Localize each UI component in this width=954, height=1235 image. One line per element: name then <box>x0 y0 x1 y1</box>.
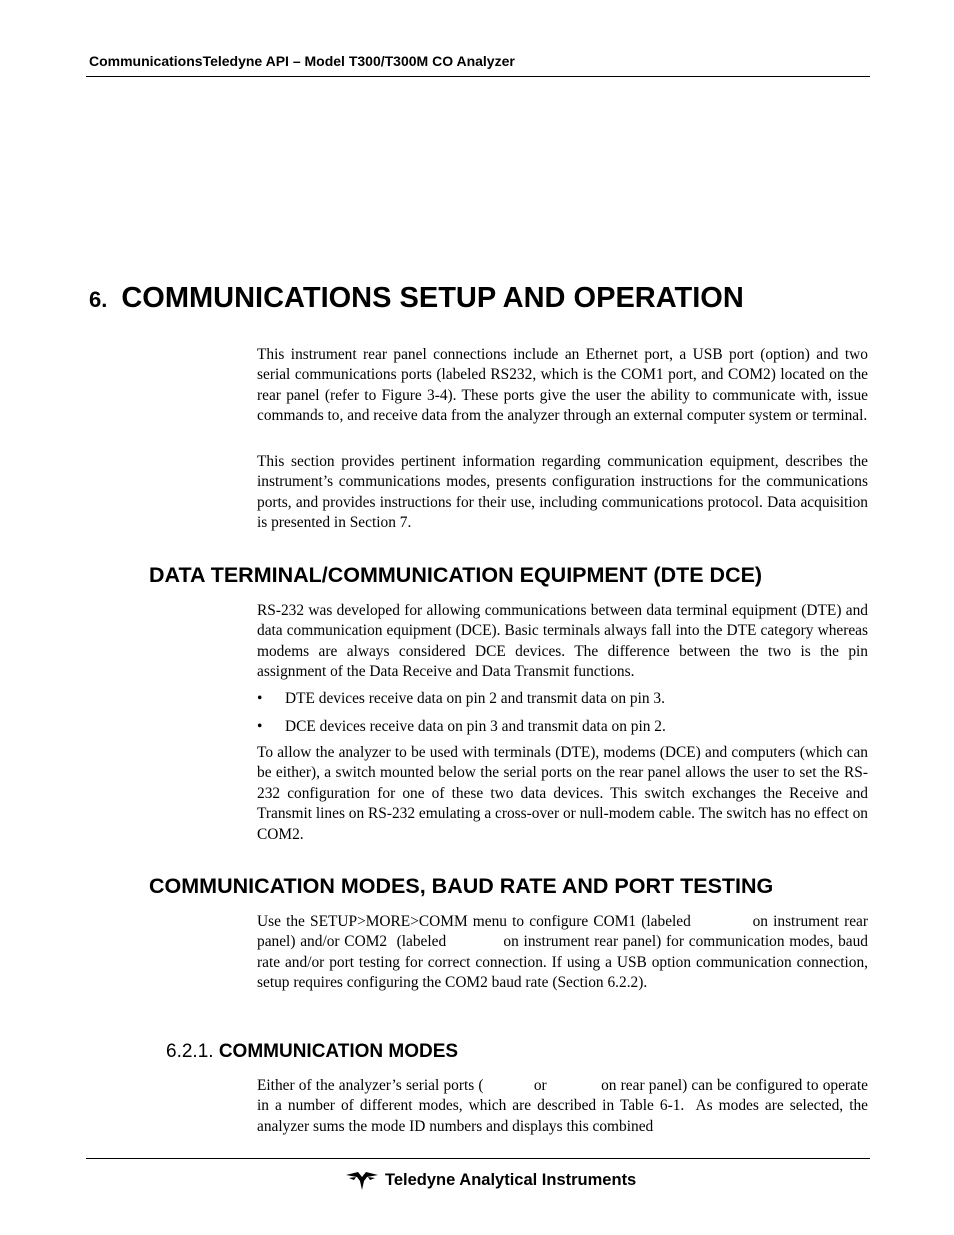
bullet-icon: • <box>257 690 263 707</box>
comm-modes-paragraph: Use the SETUP>MORE>COMM menu to configure COM1 (labeled on instrument rear panel) and/or COM2 (labeled on instrument rear panel) for communication modes, baud rate and/or port testing for correct connection. If using a USB option communication connection, setup requires configuring the COM2 baud rate (Section 6.2.2). <box>257 913 872 992</box>
dte-paragraph-2: To allow the analyzer to be used with terminals (DTE), modems (DCE) and computers (which can be either), a switch mounted below the serial ports on the rear panel allows the user to set the RS-232 configuration for one of these two data devices. This switch exchanges the Receive and Transmit lines on RS-232 emulating a cross-over or null-modem cable. The switch has no effect on COM2. <box>257 744 868 843</box>
subsection-title: COMMUNICATION MODES <box>218 1041 459 1062</box>
subsection-heading <box>166 1041 458 1063</box>
intro-paragraph-1: This instrument rear panel connections include an Ethernet port, a USB port (option) and two serial communications ports (labeled RS232, which is the COM1 port, and COM2) located on the rear panel (refer to Figure 3-4). These ports give the user the ability to communicate with, issue commands to, and receive data from the analyzer through an external computer system or terminal. <box>257 346 868 425</box>
section-heading-comm-modes: COMMUNICATION MODES, BAUD RATE AND PORT TESTING <box>149 874 774 898</box>
section-heading-dte-dce: DATA TERMINAL/COMMUNICATION EQUIPMENT (DTE DCE) <box>149 563 763 587</box>
list-item-text: DTE devices receive data on pin 2 and transmit data on pin 3. <box>285 690 665 707</box>
intro-paragraph-2: This section provides pertinent information regarding communication equipment, describes the instrument’s communications modes, presents configuration instructions for the communications ports, and provides instructions for their use, including communications protocol. Data acquisition is presented in Section 7. <box>257 453 868 532</box>
page-footer <box>345 1169 636 1191</box>
list-item-text: DCE devices receive data on pin 3 and transmit data on pin 2. <box>285 718 666 735</box>
footer-label: Teledyne Analytical Instruments <box>385 1170 637 1189</box>
bullet-icon: • <box>257 718 263 735</box>
teledyne-logo-icon <box>345 1169 379 1191</box>
footer-rule <box>86 1158 870 1159</box>
comm-modes-subsection-paragraph: Either of the analyzer’s serial ports ( or on rear panel) can be configured to operate in a number of different modes, which are described in Table 6-1. As modes are selected, the analyzer sums the mode ID numbers and displays this combined <box>257 1077 872 1135</box>
chapter-title-text: COMMUNICATIONS SETUP AND OPERATION <box>121 282 744 314</box>
chapter-number: 6. <box>89 287 108 312</box>
chapter-title <box>89 282 744 315</box>
subsection-number: 6.2.1. <box>166 1041 214 1062</box>
dte-paragraph-1: RS-232 was developed for allowing communications between data terminal equipment (DTE) and data communication equipment (DCE). Basic terminals always fall into the DTE category whereas modems are always considered DCE devices. The difference between the two is the pin assignment of the Data Receive and Data Transmit functions. <box>257 602 868 681</box>
running-header: CommunicationsTeledyne API – Model T300/T300M CO Analyzer <box>89 53 515 69</box>
header-rule <box>86 76 870 77</box>
